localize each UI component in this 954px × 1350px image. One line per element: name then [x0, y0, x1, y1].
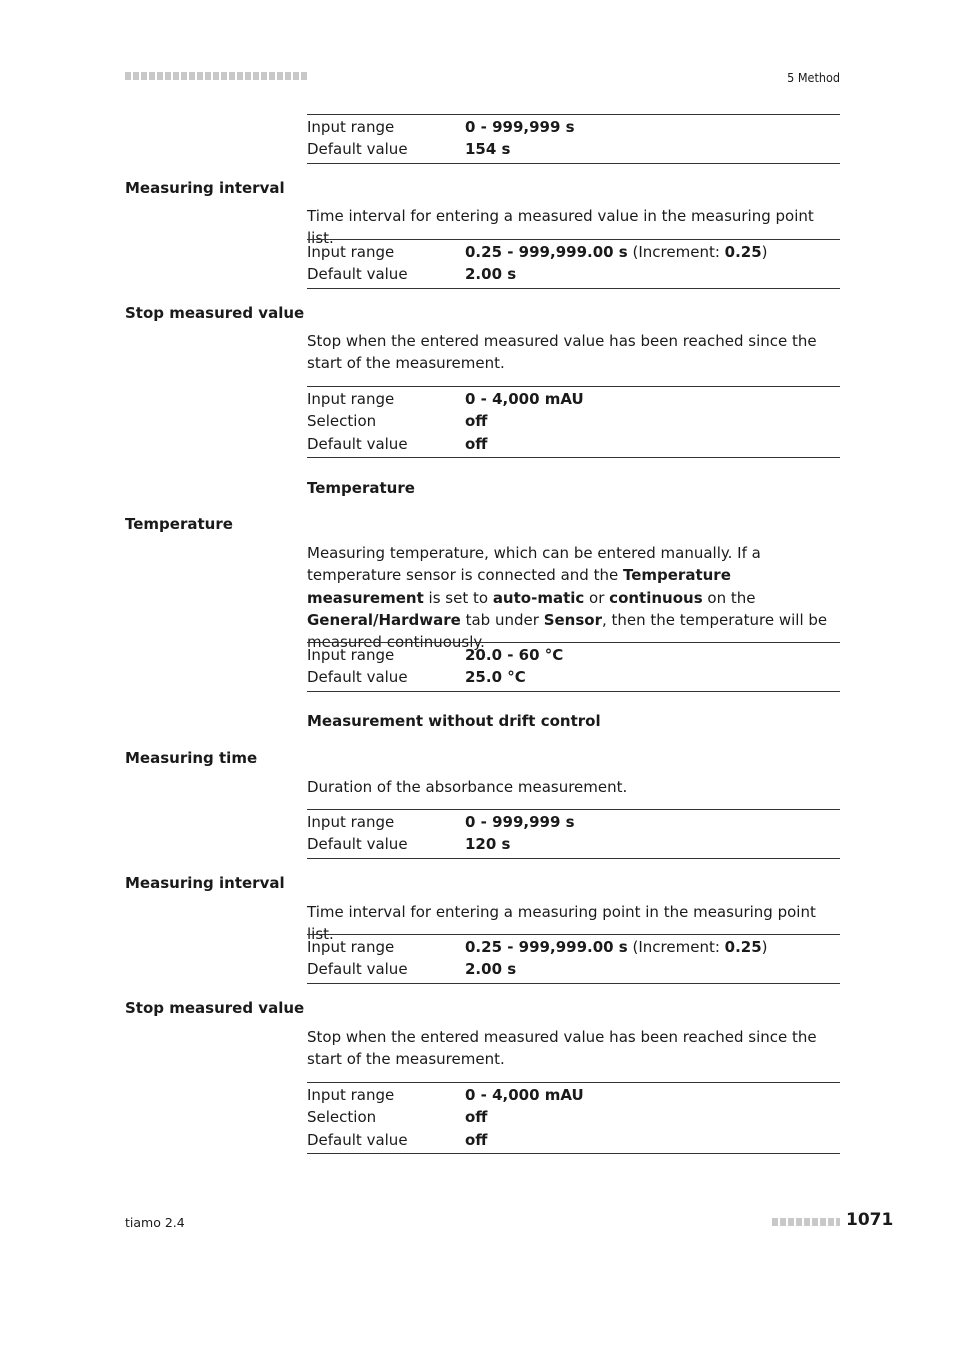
- table-row: Default value off: [307, 434, 488, 453]
- term-measuring-interval: Measuring interval: [125, 179, 285, 197]
- product-name: tiamo 2.4: [125, 1215, 185, 1230]
- term-stop-measured-value: Stop measured value: [125, 999, 305, 1017]
- page-number: 1071: [846, 1210, 894, 1230]
- table-row: Selection off: [307, 412, 488, 431]
- table-row: Default value off: [307, 1130, 488, 1149]
- description: Measuring temperature, which can be entered manually. If a temperature sensor is connected and the Temperature measurement is set to auto-matic or continuous on the General/Hardware tab under Sensor, then the temperature will be measured continuously.: [307, 544, 828, 652]
- table-row: Input range 0 - 999,999 s: [307, 118, 575, 136]
- table-row: Input range 0.25 - 999,999.00 s (Increment: 0.25): [307, 243, 768, 261]
- table-row: Default value 120 s: [307, 835, 511, 854]
- table-row: Selection off: [307, 1108, 488, 1127]
- term-stop-measured-value: Stop measured value: [125, 304, 305, 322]
- table-row: Input range 0 - 4,000 mAU: [307, 390, 584, 408]
- table-row: Default value 25.0 °C: [307, 668, 526, 687]
- section-heading-without-drift: Measurement without drift control: [307, 712, 601, 730]
- table-row: Default value 2.00 s: [307, 960, 517, 979]
- description: Time interval for entering a measuring point in the measuring point list.: [307, 903, 816, 944]
- section-heading-temperature: Temperature: [307, 479, 415, 497]
- table-row: Input range 20.0 - 60 °C: [307, 646, 564, 664]
- param-table: [307, 934, 840, 984]
- chapter-title: 5 Method: [787, 70, 840, 85]
- table-row: Input range 0.25 - 999,999.00 s (Increment: 0.25): [307, 938, 768, 956]
- param-table-previous: [307, 114, 840, 164]
- footer-decoration: [772, 1218, 840, 1226]
- term-measuring-time: Measuring time: [125, 749, 258, 767]
- param-table: [307, 809, 840, 859]
- term-measuring-interval: Measuring interval: [125, 874, 285, 892]
- param-table: [307, 386, 840, 458]
- table-row: Default value 2.00 s: [307, 265, 517, 284]
- description: Stop when the entered measured value has been reached since the start of the measurement.: [307, 1028, 817, 1069]
- table-row: Input range 0 - 999,999 s: [307, 813, 575, 831]
- term-temperature: Temperature: [125, 515, 233, 533]
- header-decoration: [125, 72, 307, 80]
- param-table: [307, 642, 840, 692]
- param-table: [307, 239, 840, 289]
- description: Duration of the absorbance measurement.: [307, 778, 628, 796]
- param-table: [307, 1082, 840, 1154]
- description: Stop when the entered measured value has been reached since the start of the measurement.: [307, 332, 817, 373]
- table-row: Input range 0 - 4,000 mAU: [307, 1086, 584, 1104]
- table-row: Default value 154 s: [307, 140, 511, 159]
- description: Time interval for entering a measured value in the measuring point list.: [307, 207, 814, 248]
